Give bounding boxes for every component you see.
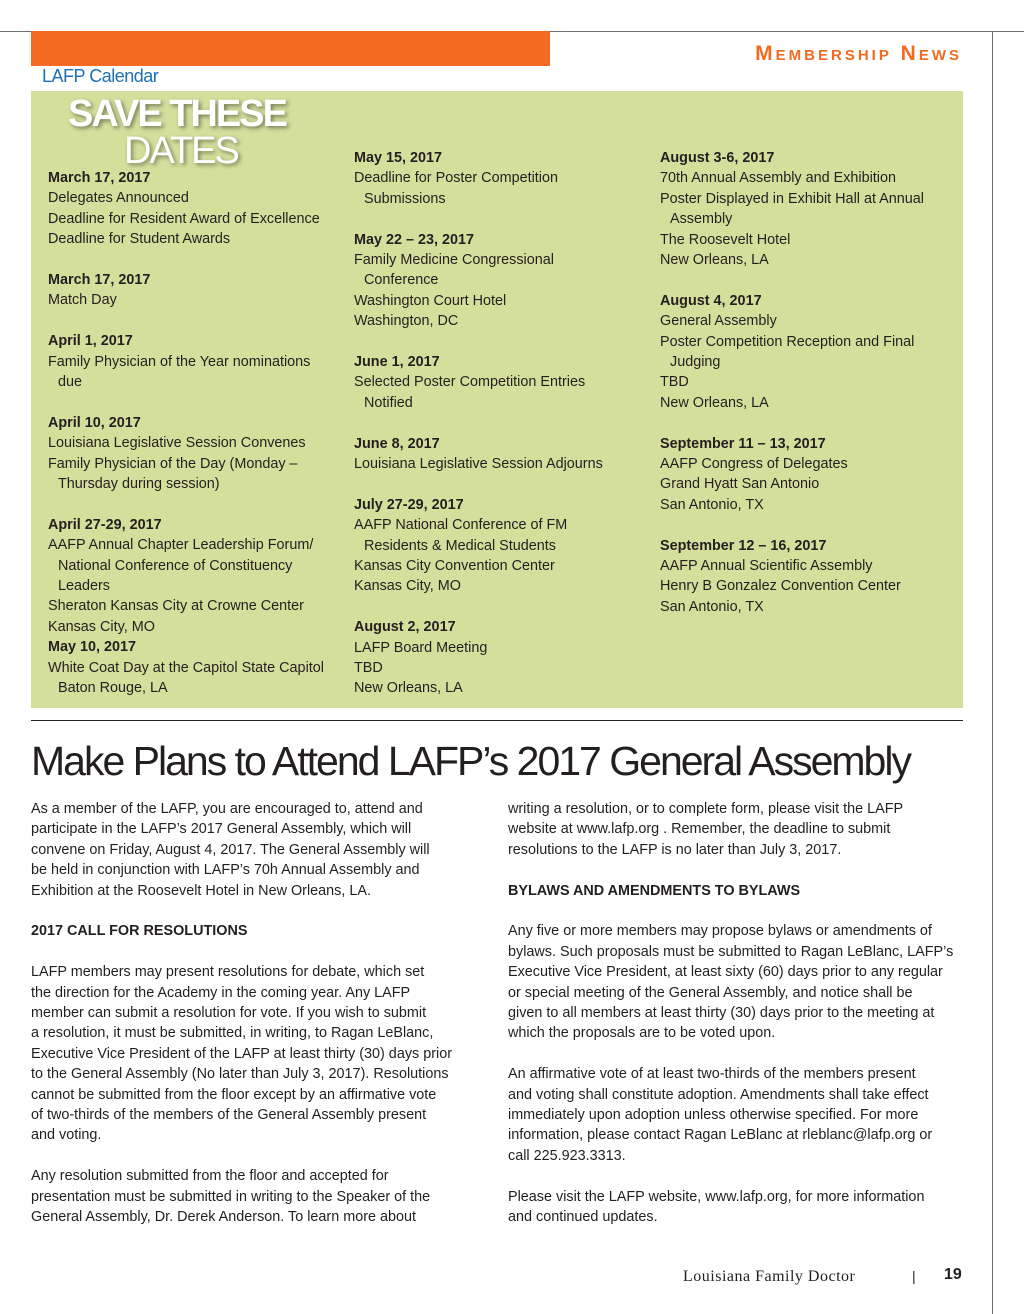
text-line: a resolution, it must be submitted, in writing, to Ragan LeBlanc, (31, 1025, 434, 1042)
calendar-column-2 (354, 148, 654, 699)
header-accent-bar (31, 31, 550, 66)
text-line: An affirmative vote of at least two-thirds of the members present (508, 1066, 916, 1083)
event-date: March 17, 2017 (48, 170, 151, 186)
text-line: Washington, DC (354, 313, 459, 330)
spacer (48, 311, 348, 331)
text-line: General Assembly (660, 313, 777, 330)
spacer (48, 392, 348, 412)
text-line: Any resolution submitted from the floor and accepted for (31, 1168, 389, 1185)
text-line: Match Day (48, 292, 117, 309)
event-date: September 11 – 13, 2017 (660, 435, 826, 452)
spacer (508, 860, 964, 880)
event-date: April 1, 2017 (48, 333, 133, 350)
spacer (354, 209, 654, 229)
text-line: Sheraton Kansas City at Crowne Center (48, 598, 304, 615)
save-the-dates-heading (68, 93, 308, 172)
text-line: information, please contact Ragan LeBlanc at rleblanc@lafp.org or (508, 1127, 933, 1144)
section-title: Membership News (755, 42, 962, 65)
text-line: General Assembly, Dr. Derek Anderson. To learn more about (31, 1209, 417, 1226)
text-line: Deadline for Student Awards (48, 231, 231, 248)
spacer (354, 332, 654, 352)
text-line: Washington Court Hotel (354, 292, 507, 309)
event-date: August 3-6, 2017 (660, 150, 775, 166)
text-line: cannot be submitted from the floor except by an affirmative vote (31, 1086, 437, 1103)
spacer (31, 942, 487, 962)
text-line: AAFP Congress of Delegates (660, 456, 848, 473)
text-line: resolutions to the LAFP is no later than July 3, 2017. (508, 841, 842, 858)
footer-separator: | (912, 1268, 916, 1284)
right-rule (992, 31, 993, 1314)
text-line: Family Physician of the Day (Monday – (48, 455, 298, 472)
save-line-1: SAVE THESE (68, 93, 286, 135)
text-line: due (58, 374, 83, 391)
spacer (354, 597, 654, 617)
text-line: As a member of the LAFP, you are encouraged to, attend and (31, 801, 423, 817)
save-line-2: DATES (124, 130, 238, 172)
text-line: LAFP members may present resolutions for debate, which set (31, 964, 425, 981)
text-line: AAFP Annual Scientific Assembly (660, 558, 873, 575)
event-date: April 27-29, 2017 (48, 516, 162, 533)
text-line: AAFP Annual Chapter Leadership Forum/ (48, 537, 314, 554)
text-line: the direction for the Academy in the coming year. Any LAFP (31, 984, 411, 1001)
text-line: Selected Poster Competition Entries (354, 374, 586, 391)
event-date: June 1, 2017 (354, 354, 440, 371)
article-title: Make Plans to Attend LAFP’s 2017 General Assembly (31, 738, 910, 784)
text-line: LAFP Board Meeting (354, 639, 488, 656)
section-divider (31, 720, 963, 721)
spacer (354, 413, 654, 433)
text-line: Poster Competition Reception and Final (660, 333, 915, 350)
text-line: New Orleans, LA (354, 680, 463, 697)
text-line: Thursday during session) (58, 476, 220, 493)
text-line: White Coat Day at the Capitol State Capitol (48, 659, 324, 676)
text-line: immediately upon adoption unless otherwise specified. For more (508, 1107, 919, 1124)
text-line: Kansas City, MO (354, 578, 461, 595)
event-date: May 22 – 23, 2017 (354, 231, 475, 248)
text-line: be held in conjunction with LAFP’s 70h Annual Assembly and (31, 862, 420, 879)
text-line: and voting shall constitute adoption. Amendments shall take effect (508, 1086, 929, 1103)
text-line: Judging (670, 354, 721, 371)
text-line: bylaws. Such proposals must be submitted to Ragan LeBlanc, LAFP’s (508, 943, 954, 960)
text-line: and continued updates. (508, 1209, 658, 1226)
spacer (48, 494, 348, 514)
text-line: Kansas City Convention Center (354, 558, 555, 575)
text-line: Grand Hyatt San Antonio (660, 476, 820, 493)
text-line: of two-thirds of the members of the General Assembly present (31, 1107, 427, 1124)
text-line: Any five or more members may propose bylaws or amendments of (508, 923, 932, 940)
text-line: Family Medicine Congressional (354, 252, 554, 269)
text-line: Residents & Medical Students (364, 537, 556, 554)
article-column-2 (508, 799, 964, 1227)
text-line: TBD (354, 660, 383, 677)
text-line: writing a resolution, or to complete form, please visit the LAFP (508, 801, 904, 817)
spacer (660, 270, 960, 290)
event-date: March 17, 2017 (48, 272, 151, 289)
event-date: June 8, 2017 (354, 435, 440, 452)
text-line: Henry B Gonzalez Convention Center (660, 578, 901, 595)
text-line: Assembly (670, 211, 733, 228)
event-date: August 4, 2017 (660, 292, 762, 309)
text-line: Deadline for Poster Competition (354, 170, 558, 187)
spacer (508, 1044, 964, 1064)
text-line: or special meeting of the General Assembly, and notice shall be (508, 984, 913, 1001)
text-line: Family Physician of the Year nominations (48, 353, 311, 370)
event-date: May 10, 2017 (48, 639, 137, 656)
spacer (508, 901, 964, 921)
spacer (31, 1146, 487, 1166)
spacer (660, 413, 960, 433)
section-heading: BYLAWS AND AMENDMENTS TO BYLAWS (508, 882, 801, 899)
event-date: September 12 – 16, 2017 (660, 537, 827, 554)
text-line: Leaders (58, 578, 111, 595)
text-line: Executive Vice President of the LAFP at least thirty (30) days prior (31, 1045, 452, 1062)
spacer (354, 474, 654, 494)
event-date: July 27-29, 2017 (354, 496, 464, 513)
text-line: Deadline for Resident Award of Excellence (48, 210, 320, 227)
text-line: Delegates Announced (48, 190, 189, 207)
calendar-label: LAFP Calendar (42, 66, 159, 86)
text-line: Kansas City, MO (48, 618, 155, 635)
text-line: Notified (364, 394, 413, 411)
event-date: April 10, 2017 (48, 414, 141, 431)
text-line: website at www.lafp.org . Remember, the deadline to submit (508, 821, 891, 838)
text-line: Louisiana Legislative Session Adjourns (354, 456, 603, 473)
text-line: Baton Rouge, LA (58, 680, 168, 697)
text-line: to the General Assembly (No later than July 3, 2017). Resolutions (31, 1066, 449, 1083)
text-line: Executive Vice President, at least sixty (60) days prior to any regular (508, 964, 943, 981)
section-heading: 2017 CALL FOR RESOLUTIONS (31, 923, 248, 940)
text-line: AAFP National Conference of FM (354, 517, 568, 534)
calendar-column-1 (48, 168, 348, 699)
event-date: May 15, 2017 (354, 150, 443, 166)
text-line: Submissions (364, 190, 446, 207)
calendar-column-3 (660, 148, 960, 617)
text-line: New Orleans, LA (660, 394, 769, 411)
text-line: which the proposals are to be voted upon. (508, 1025, 776, 1042)
event-date: August 2, 2017 (354, 619, 456, 636)
page-number: 19 (944, 1266, 962, 1283)
spacer (48, 250, 348, 270)
text-line: Exhibition at the Roosevelt Hotel in New Orleans, LA. (31, 882, 371, 899)
spacer (31, 901, 487, 921)
text-line: Conference (364, 272, 439, 289)
text-line: member can submit a resolution for vote. If you wish to submit (31, 1005, 427, 1022)
text-line: San Antonio, TX (660, 496, 764, 513)
text-line: participate in the LAFP’s 2017 General Assembly, which will (31, 821, 412, 838)
text-line: Louisiana Legislative Session Convenes (48, 435, 306, 452)
text-line: The Roosevelt Hotel (660, 231, 791, 248)
article-column-1 (31, 799, 487, 1227)
text-line: Please visit the LAFP website, www.lafp.org, for more information (508, 1188, 925, 1205)
text-line: National Conference of Constituency (58, 557, 293, 574)
spacer (660, 515, 960, 535)
text-line: Poster Displayed in Exhibit Hall at Annual (660, 190, 924, 207)
text-line: given to all members at least thirty (30) days prior to the meeting at (508, 1005, 935, 1022)
text-line: 70th Annual Assembly and Exhibition (660, 170, 897, 187)
text-line: and voting. (31, 1127, 102, 1144)
text-line: New Orleans, LA (660, 252, 769, 269)
text-line: San Antonio, TX (660, 598, 764, 615)
text-line: presentation must be submitted in writing to the Speaker of the (31, 1188, 431, 1205)
text-line: convene on Friday, August 4, 2017. The General Assembly will (31, 841, 430, 858)
text-line: TBD (660, 374, 689, 391)
footer-publication: Louisiana Family Doctor (683, 1268, 856, 1285)
spacer (508, 1166, 964, 1186)
text-line: call 225.923.3313. (508, 1147, 626, 1164)
